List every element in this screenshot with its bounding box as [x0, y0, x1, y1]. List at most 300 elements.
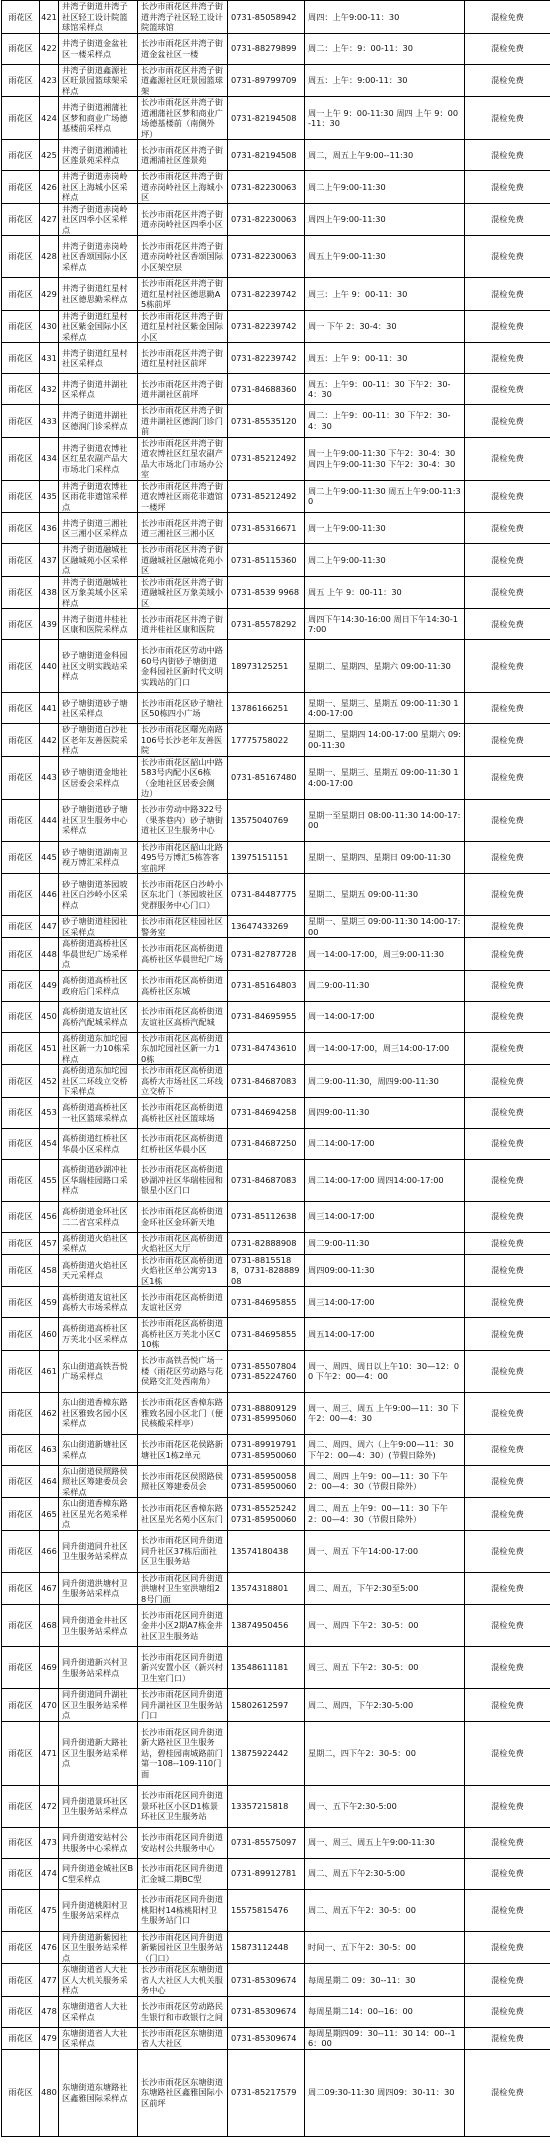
district-cell: 雨花区 [2, 1858, 40, 1889]
phone-cell: 13875922442 [228, 1721, 305, 1785]
phone-cell: 0731-85212492 [228, 480, 305, 513]
district-cell: 雨花区 [2, 1465, 40, 1498]
address-cell: 长沙市雨花区劳动中路60号内街砂子塘街道金科园社区新时代文明实践站的门口 [138, 640, 228, 693]
district-cell: 雨花区 [2, 916, 40, 938]
number-cell: 466 [40, 1530, 59, 1572]
hours-cell: 周五 上午 9：00-11：30 [305, 576, 465, 609]
table-row [2, 513, 550, 544]
fee-cell: 混检免费 [465, 1572, 550, 1605]
table-row [2, 171, 550, 204]
site-name-cell: 砂子塘街道金地社区居委会采样点 [59, 756, 138, 799]
number-cell: 423 [40, 64, 59, 97]
address-cell: 长沙市雨花区井湾子街道鑫源社区旺景园篮球架 [138, 64, 228, 97]
address-cell: 长沙市雨花区高桥街道高桥社区华晨世纪广场 [138, 938, 228, 971]
table-row [2, 203, 550, 236]
fee-cell: 混检免费 [465, 405, 550, 438]
phone-cell: 13574318801 [228, 1572, 305, 1605]
phone-cell: 0731-85212492 [228, 437, 305, 480]
site-name-cell: 东塘街道省人大社区采样点 [59, 1996, 138, 2027]
district-cell: 雨花区 [2, 33, 40, 64]
number-cell: 447 [40, 916, 59, 938]
table-row [2, 1605, 550, 1647]
table-row [2, 33, 550, 64]
number-cell: 442 [40, 724, 59, 757]
table-row [2, 1392, 550, 1434]
hours-cell: 周二，周五上午9:00--11:30 [305, 140, 465, 171]
district-cell: 雨花区 [2, 1097, 40, 1128]
address-cell: 长沙市雨花区曙光南路106号长沙老年友善医院 [138, 724, 228, 757]
address-cell: 长沙市雨花区井湾子街道井桂社区康和医院 [138, 609, 228, 640]
phone-cell: 0731-82888908 [228, 1232, 305, 1254]
site-name-cell: 砂子塘街道白沙社区老年友善医院采样点 [59, 724, 138, 757]
site-name-cell: 同升街道新兴村卫生服务站采样点 [59, 1647, 138, 1689]
district-cell: 雨花区 [2, 171, 40, 204]
hours-cell: 周一、周四、周日以上午10：30—12：00 下午2：00—4：00 [305, 1350, 465, 1392]
address-cell: 长沙市雨花区同升街道同升湖社区卫生服务站门口 [138, 1689, 228, 1722]
address-cell: 长沙市雨花区井湾子街道井湖社区前坪 [138, 374, 228, 405]
address-cell: 长沙市雨花区井湾子街道井湾子社区轻工设计院篮球馆 [138, 1, 228, 34]
hours-cell: 周二上午9:00-11:30 [305, 544, 465, 577]
phone-cell: 0731-85309674 [228, 2027, 305, 2049]
number-cell: 429 [40, 278, 59, 311]
site-name-cell: 砂子塘街道茶园坡社区白沙岭小区采样点 [59, 874, 138, 916]
table-row [2, 756, 550, 799]
site-name-cell: 井湾子街道湘蒲社区梦和商业广场德基楼前采样点 [59, 97, 138, 140]
number-cell: 433 [40, 405, 59, 438]
site-name-cell: 井湾子街道融城社区融城苑小区采样点 [59, 544, 138, 577]
number-cell: 472 [40, 1785, 59, 1827]
hours-cell: 周一、周三、周五上午9:00-11:30 [305, 1827, 465, 1858]
district-cell: 雨花区 [2, 1001, 40, 1032]
phone-cell: 0731-88155188，0731-82888908 [228, 1254, 305, 1287]
hours-cell: 星期二、星期四、星期六 09:00-11:30 [305, 640, 465, 693]
site-name-cell: 高桥街道高桥社区华晨世纪广场采样点 [59, 938, 138, 971]
address-cell: 长沙市雨花区韶山北路495号万博汇5栋答客室前坪 [138, 841, 228, 874]
hours-cell: 周一、五下午2:30-5:00 [305, 1785, 465, 1827]
site-name-cell: 井湾子街道金盆社区一楼采样点 [59, 33, 138, 64]
site-name-cell: 高桥街道红桥社区华晨小区采样点 [59, 1128, 138, 1159]
number-cell: 439 [40, 609, 59, 640]
number-cell: 450 [40, 1001, 59, 1032]
table-row [2, 1159, 550, 1201]
district-cell: 雨花区 [2, 1434, 40, 1465]
table-row [2, 480, 550, 513]
fee-cell: 混检免费 [465, 1392, 550, 1434]
number-cell: 427 [40, 203, 59, 236]
fee-cell: 混检免费 [465, 1350, 550, 1392]
address-cell: 长沙市雨花区井湾子街道红星村社区德思勤A5栋前坪 [138, 278, 228, 311]
table-row [2, 1827, 550, 1858]
phone-cell: 0731-88279899 [228, 33, 305, 64]
hours-cell: 周一14:00-17:00，周三14:00-17:00 [305, 1032, 465, 1065]
table-row [2, 310, 550, 343]
table-row [2, 799, 550, 841]
number-cell: 426 [40, 171, 59, 204]
phone-cell: 0731-82230063 [228, 236, 305, 278]
site-name-cell: 东山街道新塘社区采样点 [59, 1434, 138, 1465]
number-cell: 449 [40, 970, 59, 1001]
site-name-cell: 砂子塘街道砂子塘社区采样点 [59, 693, 138, 724]
fee-cell: 混检免费 [465, 970, 550, 1001]
table-row [2, 609, 550, 640]
phone-cell: 17775758022 [228, 724, 305, 757]
fee-cell: 混检免费 [465, 1721, 550, 1785]
phone-cell: 13874950456 [228, 1605, 305, 1647]
fee-cell: 混检免费 [465, 1254, 550, 1287]
number-cell: 471 [40, 1721, 59, 1785]
phone-cell: 0731-84695855 [228, 1318, 305, 1351]
address-cell: 长沙市雨花区同升街道金井小区2期A7栋金井社区卫生服务站 [138, 1605, 228, 1647]
fee-cell: 混检免费 [465, 278, 550, 311]
site-name-cell: 同升街道洪塘村卫生服务站采样点 [59, 1572, 138, 1605]
hours-cell: 周四下午14:30-16:00 周日下午14:30-17:00 [305, 609, 465, 640]
hours-cell: 周二、周五下午2:30-5:00 [305, 1858, 465, 1889]
district-cell: 雨花区 [2, 1065, 40, 1098]
hours-cell: 周三：上午 9：00-11：30 [305, 278, 465, 311]
table-row [2, 1931, 550, 1964]
address-cell: 长沙市雨花区井湾子街道农博社区红星农副产品大市场北门市场办公室 [138, 437, 228, 480]
site-name-cell: 高桥街道火焰社区天元采样点 [59, 1254, 138, 1287]
hours-cell: 周二、周五 上午9：00—11：30 下午2：00—4：30（节假日除外） [305, 1498, 465, 1531]
table-row [2, 1287, 550, 1318]
fee-cell: 混检免费 [465, 343, 550, 374]
hours-cell: 星期二、星期四 14:00-17:00 星期六 09:00-11:30 [305, 724, 465, 757]
number-cell: 440 [40, 640, 59, 693]
district-cell: 雨花区 [2, 874, 40, 916]
table-row [2, 1996, 550, 2027]
district-cell: 雨花区 [2, 1785, 40, 1827]
hours-cell: 周五：上午：9:00-11：30 [305, 64, 465, 97]
table-row [2, 1032, 550, 1065]
site-name-cell: 高桥街道火焰社区采样点 [59, 1232, 138, 1254]
phone-cell: 13357215818 [228, 1785, 305, 1827]
district-cell: 雨花区 [2, 724, 40, 757]
number-cell: 462 [40, 1392, 59, 1434]
hours-cell: 周二上午9:00-11:30 周五上午9:00-11:30 [305, 480, 465, 513]
table-row [2, 1785, 550, 1827]
hours-cell: 周二、周四 上午9：00—11：30 下午2：00—4：30（节假日除外） [305, 1465, 465, 1498]
district-cell: 雨花区 [2, 1964, 40, 1997]
phone-cell: 13786166251 [228, 693, 305, 724]
address-cell: 长沙市雨花区井湾子街道赤岗岭社区上海城小区 [138, 171, 228, 204]
fee-cell: 混检免费 [465, 938, 550, 971]
address-cell: 长沙市雨花区东塘街道省人大社区人大机关服务中心 [138, 1964, 228, 1997]
phone-cell: 0731-85535120 [228, 405, 305, 438]
phone-cell: 0731-82230063 [228, 171, 305, 204]
phone-cell: 13975151151 [228, 841, 305, 874]
phone-cell: 0731-84694258 [228, 1097, 305, 1128]
fee-cell: 混检免费 [465, 171, 550, 204]
site-name-cell: 井湾子街道井湾子社区轻工设计院篮球馆采样点 [59, 1, 138, 34]
table-row [2, 874, 550, 916]
district-cell: 雨花区 [2, 374, 40, 405]
hours-cell: 周四上午9:00-11:30 [305, 203, 465, 236]
phone-cell: 0731-85112638 [228, 1201, 305, 1232]
table-row [2, 437, 550, 480]
table-row [2, 1572, 550, 1605]
address-cell: 长沙市雨花区同升街道同升社区37栋后面社区卫生服务站 [138, 1530, 228, 1572]
fee-cell: 混检免费 [465, 874, 550, 916]
district-cell: 雨花区 [2, 1128, 40, 1159]
fee-cell: 混检免费 [465, 1097, 550, 1128]
district-cell: 雨花区 [2, 2027, 40, 2049]
phone-cell: 13548611181 [228, 1647, 305, 1689]
phone-cell: 0731-85115360 [228, 544, 305, 577]
site-name-cell: 井湾子街道赤岗岭社区四季小区采样点 [59, 203, 138, 236]
phone-cell: 13575040769 [228, 799, 305, 841]
address-cell: 长沙市雨花区井湾子街道湘蒲社区梦和商业广场德基楼前（南侧外坪） [138, 97, 228, 140]
phone-cell: 0731-82787728 [228, 938, 305, 971]
table-row [2, 1689, 550, 1722]
fee-cell: 混检免费 [465, 544, 550, 577]
site-name-cell: 井湾子街道赤岗岭社区香颂国际小区采样点 [59, 236, 138, 278]
site-name-cell: 井湾子街道三湘社区三湘小区采样点 [59, 513, 138, 544]
fee-cell: 混检免费 [465, 1827, 550, 1858]
fee-cell: 混检免费 [465, 1605, 550, 1647]
site-name-cell: 同升街道新紫园社区卫生服务站采样点 [59, 1931, 138, 1964]
number-cell: 473 [40, 1827, 59, 1858]
site-name-cell: 东山街道侯照路侯照社区筹建委员会采样点 [59, 1465, 138, 1498]
address-cell: 长沙市雨花区劳动路民生银行和市政银行之间 [138, 1996, 228, 2027]
number-cell: 436 [40, 513, 59, 544]
site-name-cell: 井湾子街道井湖社区采样点 [59, 374, 138, 405]
district-cell: 雨花区 [2, 1032, 40, 1065]
site-name-cell: 井湾子街道鑫源社区旺景园篮球架采样点 [59, 64, 138, 97]
hours-cell: 时间一、五下午2：30-5：00 [305, 1931, 465, 1964]
site-name-cell: 高桥街道东加坨园社区新一力10栋采样点 [59, 1032, 138, 1065]
number-cell: 458 [40, 1254, 59, 1287]
address-cell: 长沙市劳动中路322号（果茶巷内）砂子塘街道社区卫生服务中心 [138, 799, 228, 841]
district-cell: 雨花区 [2, 1647, 40, 1689]
fee-cell: 混检免费 [465, 1858, 550, 1889]
district-cell: 雨花区 [2, 1689, 40, 1722]
address-cell: 长沙市雨花区桂园社区警务室 [138, 916, 228, 938]
district-cell: 雨花区 [2, 938, 40, 971]
number-cell: 465 [40, 1498, 59, 1531]
phone-cell: 13574180438 [228, 1530, 305, 1572]
site-name-cell: 高桥街道友谊社区高桥大市场采样点 [59, 1287, 138, 1318]
fee-cell: 混检免费 [465, 480, 550, 513]
number-cell: 438 [40, 576, 59, 609]
table-row [2, 1001, 550, 1032]
district-cell: 雨花区 [2, 1931, 40, 1964]
fee-cell: 混检免费 [465, 64, 550, 97]
hours-cell: 周二、周四，下午2:30-5:00 [305, 1689, 465, 1722]
site-name-cell: 砂子塘街道砂子塘社区卫生服务中心采样点 [59, 799, 138, 841]
address-cell: 长沙市雨花区高桥街道火焰社区大厅 [138, 1232, 228, 1254]
fee-cell: 混检免费 [465, 1530, 550, 1572]
table-row [2, 1128, 550, 1159]
hours-cell: 周一、周三、周五 上午9:00—11：30 下午2：00—4：30 [305, 1392, 465, 1434]
address-cell: 长沙市雨花区井湾子街道赤岗岭社区香颂国际小区架空层 [138, 236, 228, 278]
table-body [2, 1, 550, 2137]
number-cell: 456 [40, 1201, 59, 1232]
table-row [2, 278, 550, 311]
number-cell: 428 [40, 236, 59, 278]
phone-cell: 0731-85217579 [228, 2049, 305, 2136]
site-name-cell: 高桥街道高桥社区一社区篮球采样点 [59, 1097, 138, 1128]
hours-cell: 周二9:00-11:30，周四9:00-11:30 [305, 1065, 465, 1098]
fee-cell: 混检免费 [465, 841, 550, 874]
district-cell: 雨花区 [2, 576, 40, 609]
hours-cell: 每周星期二 09：30--11：30 [305, 1964, 465, 1997]
number-cell: 477 [40, 1964, 59, 1997]
site-name-cell: 高桥街道砂湖冲社区华瑞桂园路口采样点 [59, 1159, 138, 1201]
number-cell: 453 [40, 1097, 59, 1128]
hours-cell: 周一14:00-17:00，周三9:00-11:30 [305, 938, 465, 971]
address-cell: 长沙市雨花区井湾子街道农博社区雨花非遗馆一楼坪 [138, 480, 228, 513]
fee-cell: 混检免费 [465, 640, 550, 693]
address-cell: 长沙市雨花区同升街道洪塘村卫生室洪塘组28号门面 [138, 1572, 228, 1605]
district-cell: 雨花区 [2, 405, 40, 438]
address-cell: 长沙市雨花区井湾子街道融城社区万象美域小区 [138, 576, 228, 609]
district-cell: 雨花区 [2, 1159, 40, 1201]
phone-cell: 0731-84688360 [228, 374, 305, 405]
address-cell: 长沙市雨花区高桥街道高桥社区东城 [138, 970, 228, 1001]
fee-cell: 混检免费 [465, 1065, 550, 1098]
phone-cell: 0731-85507804 0731-85224760 [228, 1350, 305, 1392]
district-cell: 雨花区 [2, 203, 40, 236]
site-name-cell: 同升街道安站村公共服务中心采样点 [59, 1827, 138, 1858]
number-cell: 469 [40, 1647, 59, 1689]
site-name-cell: 高桥街道高桥社区万芙北小区采样点 [59, 1318, 138, 1351]
fee-cell: 混检免费 [465, 756, 550, 799]
fee-cell: 混检免费 [465, 1159, 550, 1201]
hours-cell: 每周星期二14：00--16：00 [305, 1996, 465, 2027]
hours-cell: 周一、周五 下午14:00-17:00 [305, 1530, 465, 1572]
site-name-cell: 砂子塘街道金科园社区文明实践站采样点 [59, 640, 138, 693]
site-name-cell: 砂子塘街道桂园社区采样点 [59, 916, 138, 938]
hours-cell: 周二、周四、周六（上午9:00—11：30 下午2：00—4：30）(节假日除外) [305, 1434, 465, 1465]
number-cell: 470 [40, 1689, 59, 1722]
hours-cell: 每周星期四09：30--11：30 14：00--16：00 [305, 2027, 465, 2049]
district-cell: 雨花区 [2, 343, 40, 374]
table-row [2, 1065, 550, 1098]
hours-cell: 周二09:30-11:30 周四09：30-11：30 [305, 2049, 465, 2136]
address-cell: 长沙市雨花区井湾子街道金盆社区一楼 [138, 33, 228, 64]
number-cell: 457 [40, 1232, 59, 1254]
hours-cell: 周五：上午 9：00-11：30 [305, 343, 465, 374]
hours-cell: 星期一、星期三、星期五 09:00-11:30 14:00-17:00 [305, 693, 465, 724]
district-cell: 雨花区 [2, 1350, 40, 1392]
site-name-cell: 东塘街道东塘路社区鑫雅国际采样点 [59, 2049, 138, 2136]
number-cell: 441 [40, 693, 59, 724]
phone-cell: 0731-84743610 [228, 1032, 305, 1065]
number-cell: 480 [40, 2049, 59, 2136]
phone-cell: 0731-84687250 [228, 1128, 305, 1159]
address-cell: 长沙市雨花区侯照路侯照社区筹建委员会 [138, 1465, 228, 1498]
district-cell: 雨花区 [2, 480, 40, 513]
table-row [2, 841, 550, 874]
district-cell: 雨花区 [2, 140, 40, 171]
hours-cell: 周四：上午9:00-11：30 [305, 1, 465, 34]
table-row [2, 236, 550, 278]
table-row [2, 64, 550, 97]
district-cell: 雨花区 [2, 544, 40, 577]
phone-cell: 0731-88809129 0731-85995060 [228, 1392, 305, 1434]
hours-cell: 周二9:00-11:30 [305, 1232, 465, 1254]
fee-cell: 混检免费 [465, 916, 550, 938]
fee-cell: 混检免费 [465, 33, 550, 64]
address-cell: 长沙市雨花区同升街道景环社区小区D1栋景环社区卫生服务站 [138, 1785, 228, 1827]
number-cell: 437 [40, 544, 59, 577]
hours-cell: 周二9:00-11:30 [305, 970, 465, 1001]
address-cell: 长沙市雨花区香樟东路社区星光名苑小区东门 [138, 1498, 228, 1531]
table-row [2, 640, 550, 693]
phone-cell: 13647433269 [228, 916, 305, 938]
site-name-cell: 高桥街道友谊社区高桥汽配城采样点 [59, 1001, 138, 1032]
district-cell: 雨花区 [2, 64, 40, 97]
site-name-cell: 东山街道香樟东路社区雅致名园小区采样点 [59, 1392, 138, 1434]
phone-cell: 0731-84695855 [228, 1287, 305, 1318]
number-cell: 455 [40, 1159, 59, 1201]
district-cell: 雨花区 [2, 970, 40, 1001]
address-cell: 长沙市雨花区同升街道安站村公共服务中心 [138, 1827, 228, 1858]
phone-cell: 0731-85164803 [228, 970, 305, 1001]
number-cell: 463 [40, 1434, 59, 1465]
hours-cell: 周二上午9:00-11:30 [305, 171, 465, 204]
phone-cell: 0731-89919791 0731-85950060 [228, 1434, 305, 1465]
table-row [2, 1434, 550, 1465]
hours-cell: 周一14:00-17:00 [305, 1001, 465, 1032]
district-cell: 雨花区 [2, 1827, 40, 1858]
site-name-cell: 砂子塘街道湖南卫视万博汇采样点 [59, 841, 138, 874]
fee-cell: 混检免费 [465, 310, 550, 343]
phone-cell: 0731-89912781 [228, 1858, 305, 1889]
table-row [2, 97, 550, 140]
address-cell: 长沙市雨花区东塘街道省人大社区 [138, 2027, 228, 2049]
site-name-cell: 井湾子街道红星村社区紫金国际小区采样点 [59, 310, 138, 343]
number-cell: 425 [40, 140, 59, 171]
district-cell: 雨花区 [2, 97, 40, 140]
phone-cell: 0731-85950058 0731-85950060 [228, 1465, 305, 1498]
testing-sites-table [1, 0, 550, 2137]
address-cell: 长沙市雨花区同升街道汇金城二期BC型 [138, 1858, 228, 1889]
number-cell: 444 [40, 799, 59, 841]
number-cell: 448 [40, 938, 59, 971]
fee-cell: 混检免费 [465, 1032, 550, 1065]
district-cell: 雨花区 [2, 1530, 40, 1572]
site-name-cell: 东山街道香樟东路社区星光名苑采样点 [59, 1498, 138, 1531]
table-row [2, 576, 550, 609]
hours-cell: 星期一、星期三 09:00-11:30 14:00-17:00 [305, 916, 465, 938]
hours-cell: 周二：上午9：00-11：30 下午2：30-4：30 [305, 405, 465, 438]
district-cell: 雨花区 [2, 1498, 40, 1531]
fee-cell: 混检免费 [465, 2049, 550, 2136]
phone-cell: 15873112448 [228, 1931, 305, 1964]
number-cell: 460 [40, 1318, 59, 1351]
site-name-cell: 同升街道同升湖社区卫生服务站采样点 [59, 1689, 138, 1722]
site-name-cell: 东塘街道省人大社区人大机关服务采样点 [59, 1964, 138, 1997]
site-name-cell: 井湾子街道农博社区雨花非遗馆采样点 [59, 480, 138, 513]
phone-cell: 0731-82239742 [228, 343, 305, 374]
table-row [2, 1, 550, 34]
number-cell: 430 [40, 310, 59, 343]
number-cell: 434 [40, 437, 59, 480]
site-name-cell: 东塘街道省人大社区采样点 [59, 2027, 138, 2049]
district-cell: 雨花区 [2, 1232, 40, 1254]
address-cell: 长沙市雨花区砂子塘社区50栋四小广场 [138, 693, 228, 724]
number-cell: 421 [40, 1, 59, 34]
phone-cell: 0731-85316671 [228, 513, 305, 544]
address-cell: 长沙市雨花区井湾子街道三湘社区三湘小区 [138, 513, 228, 544]
fee-cell: 混检免费 [465, 203, 550, 236]
site-name-cell: 同升街道桃阳村卫生服务站采样点 [59, 1889, 138, 1931]
number-cell: 435 [40, 480, 59, 513]
address-cell: 长沙市雨花区韶山中路583号内配小区6栋（金地社区居委会侧边） [138, 756, 228, 799]
site-name-cell: 同升街道金城社区BC型采样点 [59, 1858, 138, 1889]
number-cell: 464 [40, 1465, 59, 1498]
